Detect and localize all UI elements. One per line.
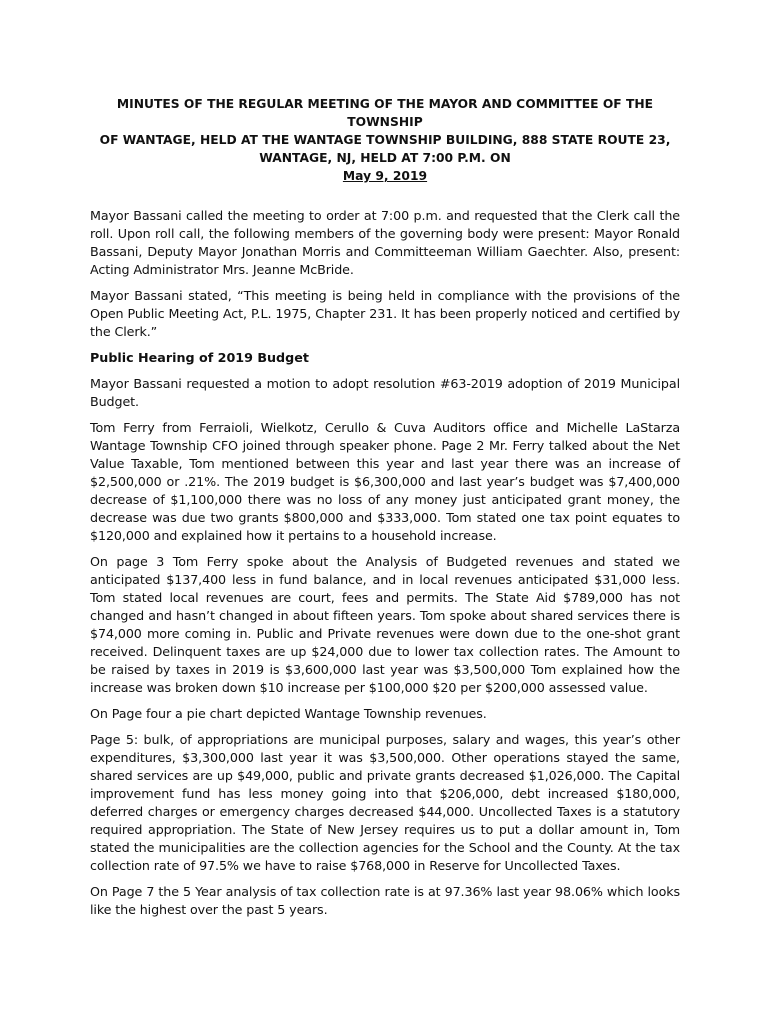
revenues-page3-paragraph: On page 3 Tom Ferry spoke about the Analysis of Budgeted revenues and stated we anticipated $137,400 less in fund balance, and in local revenues anticipated $31,000 less. Tom stated local revenues are court, fees and permits. The State Aid $789,000 has not changed and hasn’t changed in about fifteen years. Tom spoke about shared services there is $74,000 more coming in. Public and Private revenues were down due to the one-shot grant received. Delinquent taxes are up $24,000 due to lower tax collection rates. The Amount to be raised by taxes in 2019 is $3,600,000 last year was $3,500,000 Tom explained how the increase was broken down $10 increase per $100,000 $20 per $200,000 assessed value.: [90, 554, 680, 695]
tax-collection-page7-paragraph: On Page 7 the 5 Year analysis of tax collection rate is at 97.36% last year 98.06% which looks like the highest over the past 5 years.: [90, 884, 680, 917]
title-line-1: MINUTES OF THE REGULAR MEETING OF THE MAYOR AND COMMITTEE OF THE TOWNSHIP: [116, 97, 654, 129]
pie-chart-paragraph: On Page four a pie chart depicted Wantage Township revenues.: [90, 706, 487, 721]
compliance-statement-paragraph: Mayor Bassani stated, “This meeting is being held in compliance with the provisions of the Open Public Meeting Act, P.L. 1975, Chapter 231. It has been properly noticed and certified by the Clerk.”: [90, 288, 680, 339]
document-title: [90, 95, 680, 185]
meeting-date: May 9, 2019: [342, 169, 428, 183]
title-line-3: WANTAGE, NJ, HELD AT 7:00 P.M. ON: [259, 151, 511, 165]
section-heading-budget-hearing: Public Hearing of 2019 Budget: [90, 350, 309, 365]
call-to-order-paragraph: Mayor Bassani called the meeting to order at 7:00 p.m. and requested that the Clerk call the roll. Upon roll call, the following members of the governing body were present: Mayor Ronald Bassani, Deputy Mayor Jonathan Morris and Committeeman William Gaechter. Also, present: Acting Administrator Mrs. Jeanne McBride.: [90, 208, 680, 277]
motion-paragraph: Mayor Bassani requested a motion to adopt resolution #63-2019 adoption of 2019 Municipal Budget.: [90, 376, 680, 409]
auditor-page2-paragraph: Tom Ferry from Ferraioli, Wielkotz, Cerullo & Cuva Auditors office and Michelle LaStarza Wantage Township CFO joined through speaker phone. Page 2 Mr. Ferry talked about the Net Value Taxable, Tom mentioned between this year and last year there was an increase of $2,500,000 or .21%. The 2019 budget is $6,300,000 and last year’s budget was $7,400,000 decrease of $1,100,000 there was no loss of any money just anticipated grant money, the decrease was due two grants $800,000 and $333,000. Tom stated one tax point equates to $120,000 and explained how it pertains to a household increase.: [90, 420, 680, 543]
document-page: [90, 95, 680, 927]
appropriations-page5-paragraph: Page 5: bulk, of appropriations are municipal purposes, salary and wages, this year’s other expenditures, $3,300,000 last year it was $3,500,000. Other operations stayed the same, shared services are up $49,000, public and private grants decreased $1,026,000. The Capital improvement fund has less money going into that $206,000, debt increased $180,000, deferred charges or emergency charges decreased $44,000. Uncollected Taxes is a statutory required appropriation. The State of New Jersey requires us to put a dollar amount in, Tom stated the municipalities are the collection agencies for the School and the County. At the tax collection rate of 97.5% we have to raise $768,000 in Reserve for Uncollected Taxes.: [90, 732, 680, 873]
title-line-2: OF WANTAGE, HELD AT THE WANTAGE TOWNSHIP BUILDING, 888 STATE ROUTE 23,: [99, 133, 671, 147]
